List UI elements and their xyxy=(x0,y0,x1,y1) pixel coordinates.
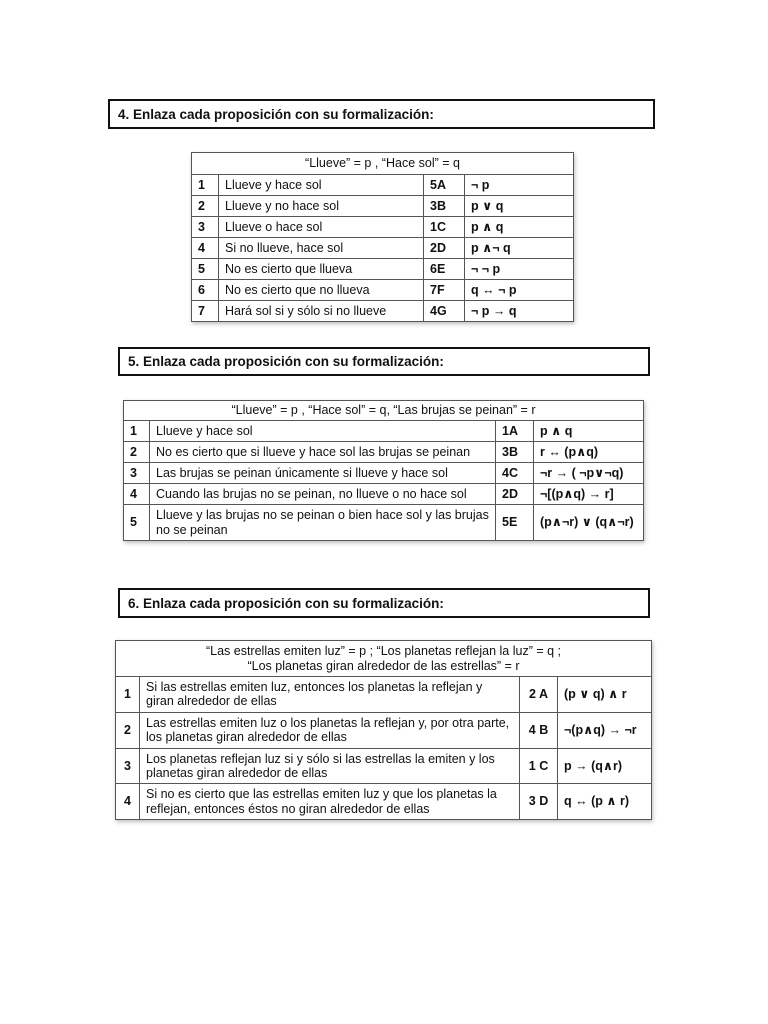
row-number: 4 xyxy=(192,238,219,259)
table-row xyxy=(192,175,574,196)
proposition: Hará sol si y sólo si no llueve xyxy=(219,301,424,322)
row-number: 5 xyxy=(124,505,150,541)
proposition: Llueve y hace sol xyxy=(219,175,424,196)
proposition: Llueve y no hace sol xyxy=(219,196,424,217)
table-row xyxy=(192,196,574,217)
proposition: Cuando las brujas no se peinan, no llueve o no hace sol xyxy=(150,484,496,505)
answer-code: 2D xyxy=(424,238,465,259)
exercise-4-heading xyxy=(108,99,655,129)
exercise-6-table xyxy=(115,640,652,820)
answer-code: 2D xyxy=(496,484,534,505)
table-title xyxy=(116,641,652,677)
proposition: Las brujas se peinan únicamente si llueve y hace sol xyxy=(150,463,496,484)
proposition: No es cierto que llueva xyxy=(219,259,424,280)
proposition: Llueve y hace sol xyxy=(150,421,496,442)
answer-code: 3B xyxy=(424,196,465,217)
formalization: p → (q∧r) xyxy=(558,748,652,784)
exercise-6-heading xyxy=(118,588,650,618)
row-number: 3 xyxy=(124,463,150,484)
row-number: 1 xyxy=(124,421,150,442)
table-row xyxy=(192,301,574,322)
row-number: 3 xyxy=(192,217,219,238)
row-number: 2 xyxy=(116,712,140,748)
formalization: (p ∨ q) ∧ r xyxy=(558,677,652,713)
table-row xyxy=(116,712,652,748)
row-number: 5 xyxy=(192,259,219,280)
answer-code: 4C xyxy=(496,463,534,484)
table-row xyxy=(116,748,652,784)
table-row xyxy=(192,280,574,301)
row-number: 6 xyxy=(192,280,219,301)
formalization: q ↔ (p ∧ r) xyxy=(558,784,652,820)
answer-code: 5E xyxy=(496,505,534,541)
answer-code: 3B xyxy=(496,442,534,463)
formalization: ¬r → ( ¬p∨¬q) xyxy=(534,463,644,484)
formalization: p ∧¬ q xyxy=(465,238,574,259)
formalization: ¬ ¬ p xyxy=(465,259,574,280)
table-row xyxy=(124,442,644,463)
table-title: “Llueve” = p , “Hace sol” = q xyxy=(192,153,574,175)
table-row xyxy=(116,677,652,713)
table-row xyxy=(192,217,574,238)
table-title-line-2: “Los planetas giran alrededor de las estrellas” = r xyxy=(247,658,520,673)
formalization: p ∨ q xyxy=(465,196,574,217)
formalization: p ∧ q xyxy=(534,421,644,442)
answer-code: 4 B xyxy=(520,712,558,748)
formalization: (p∧¬r) ∨ (q∧¬r) xyxy=(534,505,644,541)
proposition: Si no es cierto que las estrellas emiten luz y que los planetas la reflejan, entonces éstos no giran alrededor de ellas xyxy=(140,784,520,820)
formalization: ¬ p xyxy=(465,175,574,196)
row-number: 1 xyxy=(116,677,140,713)
proposition: No es cierto que no llueva xyxy=(219,280,424,301)
exercise-5-heading-text: 5. Enlaza cada proposición con su formalización: xyxy=(128,354,444,369)
table-title: “Llueve” = p , “Hace sol” = q, “Las brujas se peinan” = r xyxy=(124,401,644,421)
table-row xyxy=(124,421,644,442)
proposition: Si las estrellas emiten luz, entonces los planetas la reflejan y giran alrededor de ellas xyxy=(140,677,520,713)
proposition: Llueve o hace sol xyxy=(219,217,424,238)
table-row xyxy=(124,463,644,484)
answer-code: 1A xyxy=(496,421,534,442)
answer-code: 6E xyxy=(424,259,465,280)
exercise-5-table xyxy=(123,400,644,541)
row-number: 3 xyxy=(116,748,140,784)
formalization: ¬[(p∧q) → r] xyxy=(534,484,644,505)
table-row xyxy=(124,505,644,541)
answer-code: 1C xyxy=(424,217,465,238)
answer-code: 3 D xyxy=(520,784,558,820)
exercise-4-heading-text: 4. Enlaza cada proposición con su formalización: xyxy=(118,106,434,122)
table-row xyxy=(116,784,652,820)
row-number: 4 xyxy=(124,484,150,505)
formalization: p ∧ q xyxy=(465,217,574,238)
answer-code: 4G xyxy=(424,301,465,322)
row-number: 2 xyxy=(192,196,219,217)
formalization: r ↔ (p∧q) xyxy=(534,442,644,463)
table-row xyxy=(124,484,644,505)
exercise-6-heading-text: 6. Enlaza cada proposición con su formalización: xyxy=(128,595,444,611)
proposition: Las estrellas emiten luz o los planetas la reflejan y, por otra parte, los planetas giran alrededor de ellas xyxy=(140,712,520,748)
proposition: No es cierto que si llueve y hace sol las brujas se peinan xyxy=(150,442,496,463)
row-number: 4 xyxy=(116,784,140,820)
formalization: ¬(p∧q) → ¬r xyxy=(558,712,652,748)
row-number: 2 xyxy=(124,442,150,463)
answer-code: 5A xyxy=(424,175,465,196)
exercise-4-table xyxy=(191,152,574,322)
formalization: q ↔ ¬ p xyxy=(465,280,574,301)
answer-code: 2 A xyxy=(520,677,558,713)
proposition: Si no llueve, hace sol xyxy=(219,238,424,259)
table-row xyxy=(192,238,574,259)
table-row xyxy=(192,259,574,280)
answer-code: 1 C xyxy=(520,748,558,784)
row-number: 7 xyxy=(192,301,219,322)
formalization: ¬ p → q xyxy=(465,301,574,322)
answer-code: 7F xyxy=(424,280,465,301)
exercise-5-heading xyxy=(118,347,650,376)
proposition: Llueve y las brujas no se peinan o bien hace sol y las brujas no se peinan xyxy=(150,505,496,541)
table-title-line-1: “Las estrellas emiten luz” = p ; “Los planetas reflejan la luz” = q ; xyxy=(205,644,562,659)
row-number: 1 xyxy=(192,175,219,196)
proposition: Los planetas reflejan luz si y sólo si las estrellas la emiten y los planetas giran alrededor de ellas xyxy=(140,748,520,784)
